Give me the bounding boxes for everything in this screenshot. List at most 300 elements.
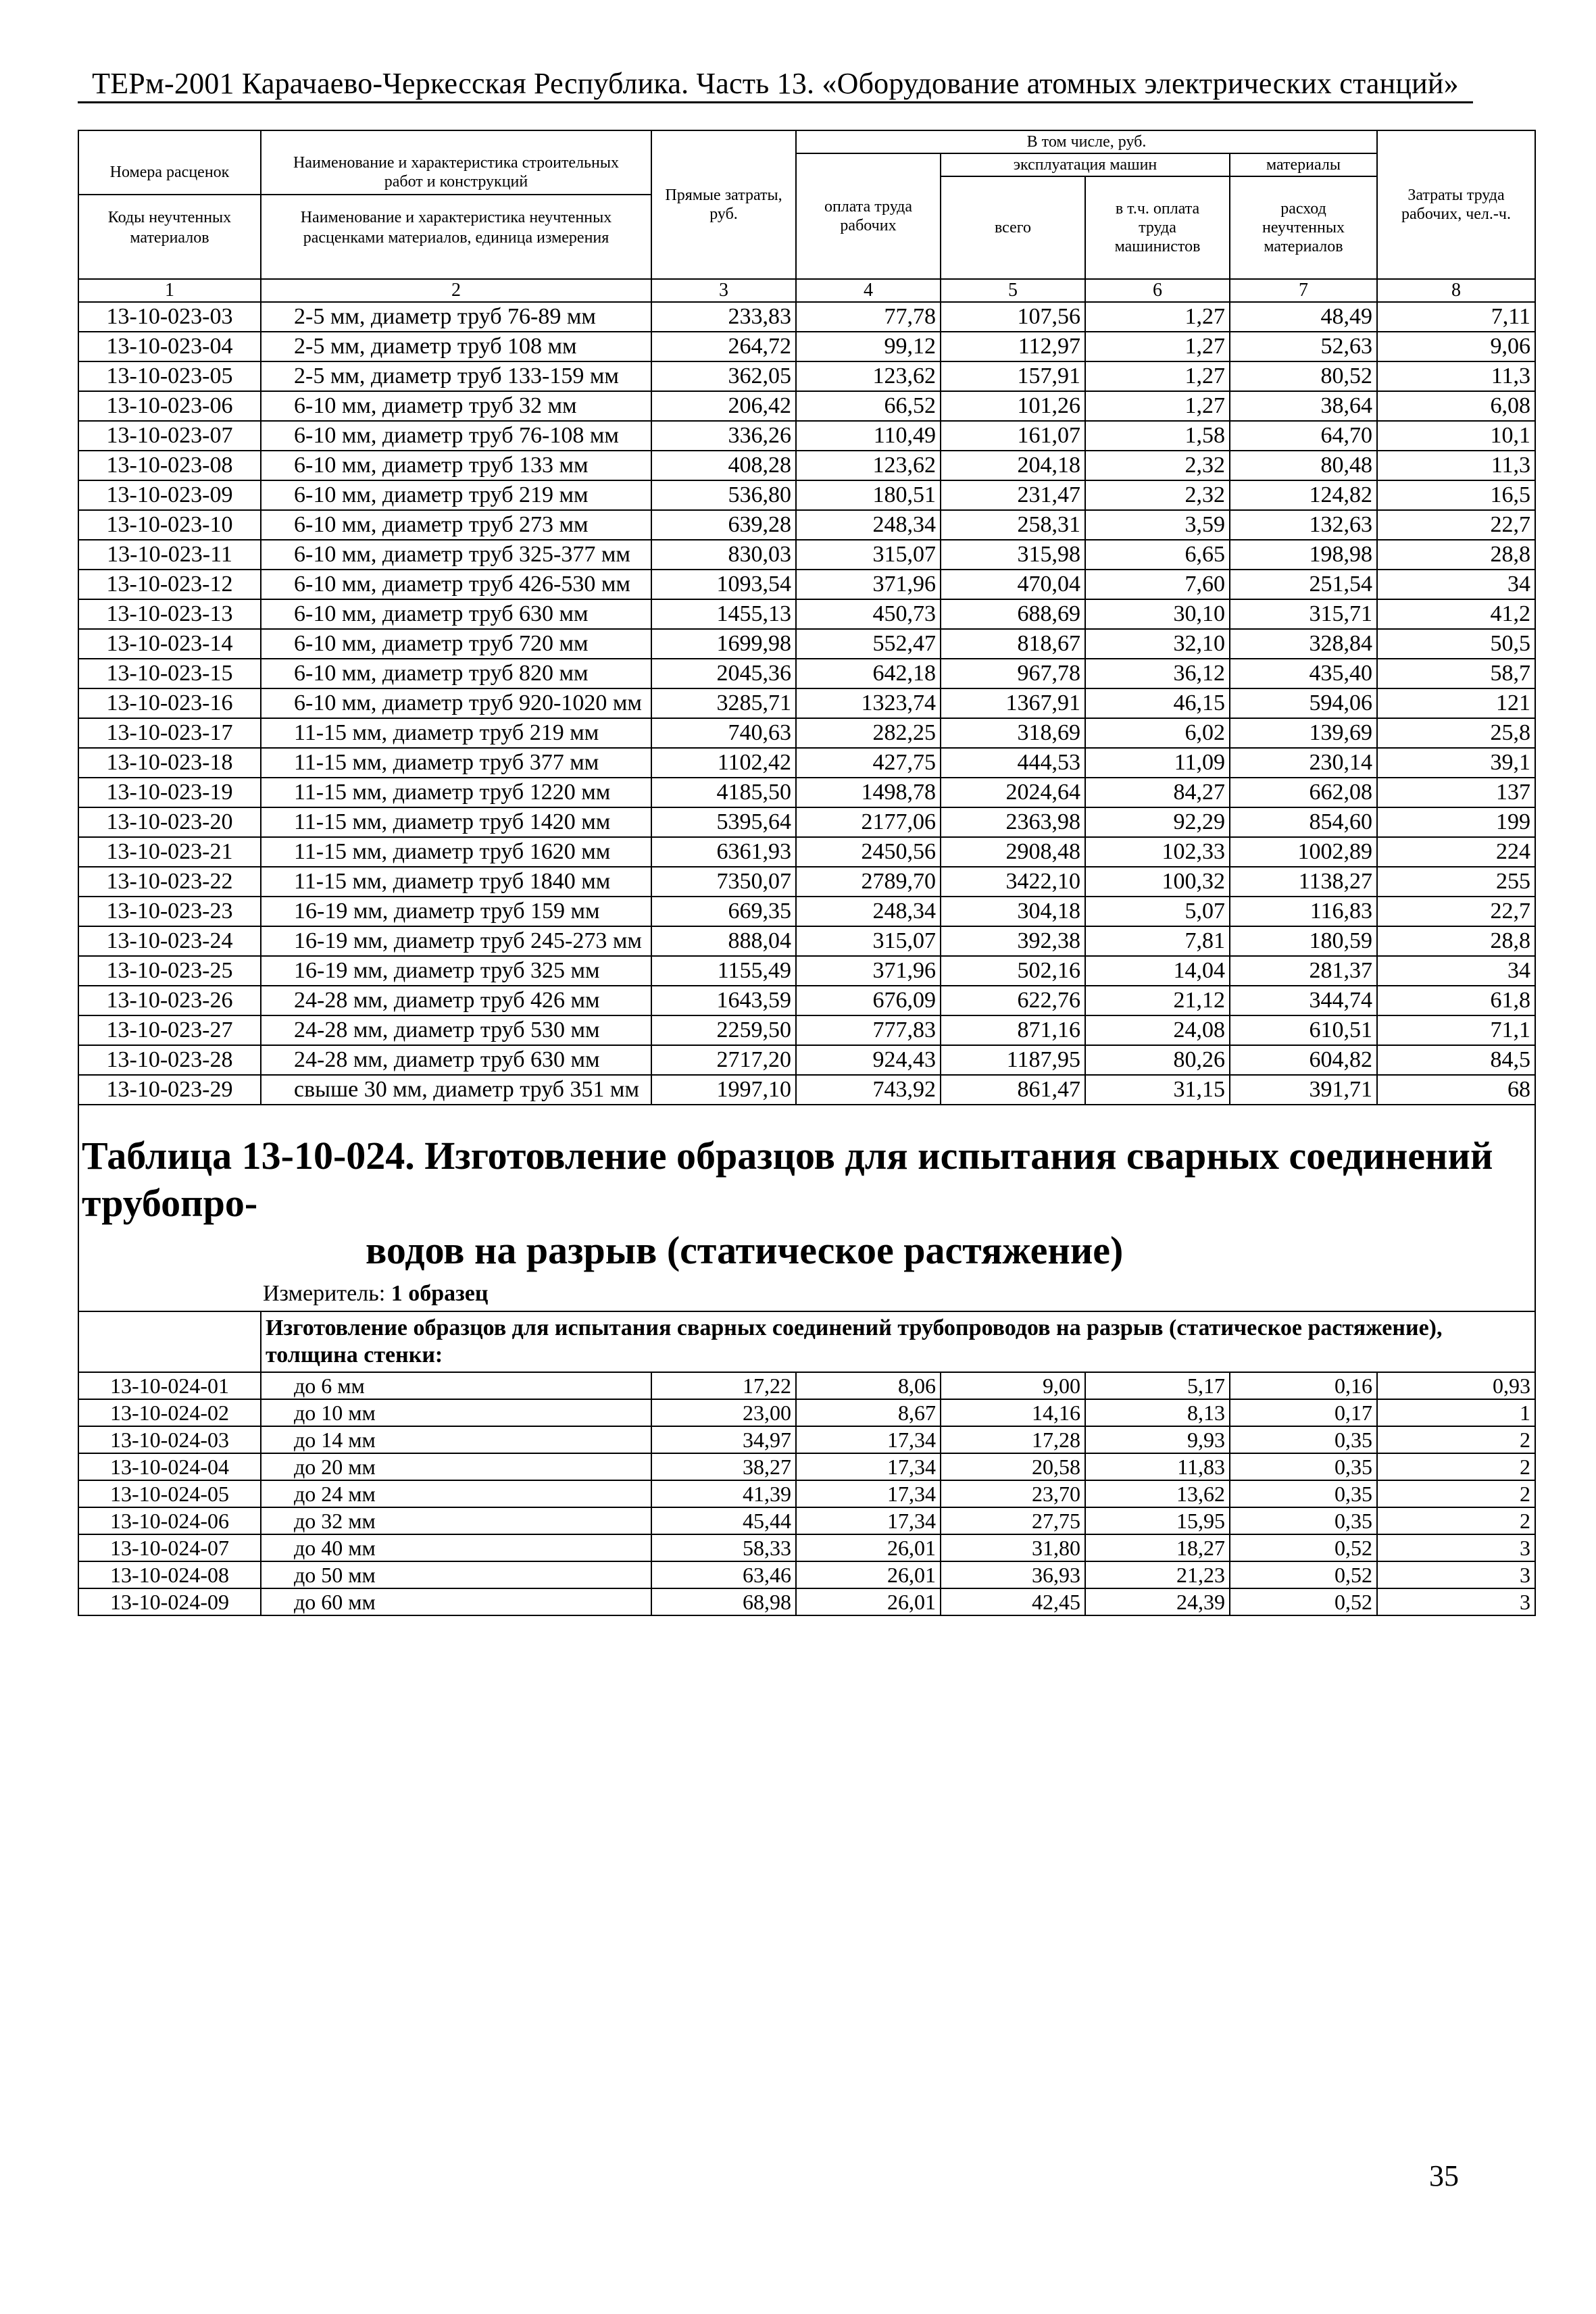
col-wage-header: оплата труда рабочих [796,153,941,279]
col-labor-header: Затраты труда рабочих, чел.-ч. [1377,130,1535,279]
material-costs: 344,74 [1230,986,1377,1015]
machine-total: 31,80 [941,1534,1085,1561]
rate-code: 13-10-023-21 [78,837,261,867]
wage-costs: 676,09 [796,986,941,1015]
direct-costs: 58,33 [651,1534,796,1561]
work-name: 6-10 мм, диаметр труб 133 мм [261,451,651,480]
machine-total: 36,93 [941,1561,1085,1588]
machine-total: 470,04 [941,570,1085,599]
material-costs: 0,35 [1230,1480,1377,1507]
labor-hours: 25,8 [1377,718,1535,748]
table-row [78,688,1535,718]
labor-hours: 28,8 [1377,926,1535,956]
material-costs: 139,69 [1230,718,1377,748]
material-costs: 132,63 [1230,510,1377,540]
rate-code: 13-10-023-10 [78,510,261,540]
wage-costs: 77,78 [796,302,941,332]
rate-code: 13-10-023-14 [78,629,261,659]
machine-total: 502,16 [941,956,1085,986]
machine-total: 1187,95 [941,1045,1085,1075]
colnum: 2 [261,279,651,302]
col-direct-header: Прямые затраты, руб. [651,130,796,279]
material-costs: 80,48 [1230,451,1377,480]
table2-title-block [78,1105,1535,1311]
material-costs: 0,35 [1230,1507,1377,1534]
labor-hours: 6,08 [1377,391,1535,421]
rate-code: 13-10-023-07 [78,421,261,451]
rate-code: 13-10-023-18 [78,748,261,778]
rate-code: 13-10-023-05 [78,361,261,391]
operator-wage: 92,29 [1085,807,1230,837]
material-costs: 0,16 [1230,1372,1377,1399]
labor-hours: 2 [1377,1507,1535,1534]
machine-total: 204,18 [941,451,1085,480]
wage-costs: 123,62 [796,451,941,480]
operator-wage: 7,81 [1085,926,1230,956]
operator-wage: 31,15 [1085,1075,1230,1105]
wage-costs: 315,07 [796,540,941,570]
table-row [78,361,1535,391]
material-costs: 64,70 [1230,421,1377,451]
rate-code: 13-10-023-17 [78,718,261,748]
direct-costs: 740,63 [651,718,796,748]
work-name: 11-15 мм, диаметр труб 377 мм [261,748,651,778]
direct-costs: 206,42 [651,391,796,421]
operator-wage: 2,32 [1085,480,1230,510]
work-name: свыше 30 мм, диаметр труб 351 мм [261,1075,651,1105]
labor-hours: 255 [1377,867,1535,897]
operator-wage: 14,04 [1085,956,1230,986]
machine-total: 107,56 [941,302,1085,332]
direct-costs: 264,72 [651,332,796,361]
direct-costs: 7350,07 [651,867,796,897]
work-name: 6-10 мм, диаметр труб 426-530 мм [261,570,651,599]
wage-costs: 26,01 [796,1561,941,1588]
machine-total: 14,16 [941,1399,1085,1426]
table-row [78,1015,1535,1045]
rate-code: 13-10-024-03 [78,1426,261,1453]
work-name: 6-10 мм, диаметр труб 76-108 мм [261,421,651,451]
direct-costs: 5395,64 [651,807,796,837]
work-name: до 50 мм [261,1561,651,1588]
machine-total: 101,26 [941,391,1085,421]
direct-costs: 4185,50 [651,778,796,807]
labor-hours: 84,5 [1377,1045,1535,1075]
direct-costs: 38,27 [651,1453,796,1480]
wage-costs: 17,34 [796,1426,941,1453]
rate-code: 13-10-023-16 [78,688,261,718]
rate-code: 13-10-024-06 [78,1507,261,1534]
table-header [78,130,1535,279]
material-costs: 52,63 [1230,332,1377,361]
direct-costs: 23,00 [651,1399,796,1426]
work-name: 16-19 мм, диаметр труб 159 мм [261,897,651,926]
material-costs: 48,49 [1230,302,1377,332]
table-row [78,778,1535,807]
direct-costs: 68,98 [651,1588,796,1615]
rate-code: 13-10-023-25 [78,956,261,986]
table-row [78,302,1535,332]
work-name: 16-19 мм, диаметр труб 325 мм [261,956,651,986]
wage-costs: 924,43 [796,1045,941,1075]
direct-costs: 45,44 [651,1507,796,1534]
operator-wage: 5,17 [1085,1372,1230,1399]
table-row [78,926,1535,956]
table2-title: Таблица 13-10-024. Изготовление образцов для испытания сварных соединений трубопро- водов на разрыв (статическое растяжение) [82,1134,1493,1272]
machine-total: 20,58 [941,1453,1085,1480]
colnum: 7 [1230,279,1377,302]
machine-total: 1367,91 [941,688,1085,718]
labor-hours: 71,1 [1377,1015,1535,1045]
material-costs: 610,51 [1230,1015,1377,1045]
work-name: до 20 мм [261,1453,651,1480]
material-costs: 328,84 [1230,629,1377,659]
operator-wage: 1,27 [1085,332,1230,361]
labor-hours: 137 [1377,778,1535,807]
table-row [78,807,1535,837]
table-row [78,1426,1535,1453]
work-name: 2-5 мм, диаметр труб 133-159 мм [261,361,651,391]
wage-costs: 180,51 [796,480,941,510]
labor-hours: 11,3 [1377,361,1535,391]
direct-costs: 1093,54 [651,570,796,599]
operator-wage: 80,26 [1085,1045,1230,1075]
wage-costs: 110,49 [796,421,941,451]
work-name: 2-5 мм, диаметр труб 76-89 мм [261,302,651,332]
table-row [78,1480,1535,1507]
colnum: 6 [1085,279,1230,302]
rate-code: 13-10-024-07 [78,1534,261,1561]
material-costs: 1002,89 [1230,837,1377,867]
direct-costs: 2259,50 [651,1015,796,1045]
page-number: 35 [1429,2159,1459,2192]
material-costs: 391,71 [1230,1075,1377,1105]
rate-code: 13-10-024-09 [78,1588,261,1615]
table-row [78,391,1535,421]
direct-costs: 17,22 [651,1372,796,1399]
wage-costs: 26,01 [796,1534,941,1561]
table-row [78,332,1535,361]
direct-costs: 1699,98 [651,629,796,659]
work-name: до 40 мм [261,1534,651,1561]
labor-hours: 68 [1377,1075,1535,1105]
machine-total: 818,67 [941,629,1085,659]
work-name: до 60 мм [261,1588,651,1615]
col-machines-header: эксплуатация машин [941,153,1230,176]
rate-code: 13-10-023-19 [78,778,261,807]
operator-wage: 2,32 [1085,451,1230,480]
labor-hours: 58,7 [1377,659,1535,688]
material-costs: 662,08 [1230,778,1377,807]
labor-hours: 50,5 [1377,629,1535,659]
table-row [78,748,1535,778]
machine-total: 112,97 [941,332,1085,361]
labor-hours: 0,93 [1377,1372,1535,1399]
material-costs: 230,14 [1230,748,1377,778]
machine-total: 231,47 [941,480,1085,510]
wage-costs: 17,34 [796,1507,941,1534]
operator-wage: 7,60 [1085,570,1230,599]
work-name: до 6 мм [261,1372,651,1399]
rate-code: 13-10-023-09 [78,480,261,510]
material-costs: 0,35 [1230,1453,1377,1480]
machine-total: 9,00 [941,1372,1085,1399]
direct-costs: 830,03 [651,540,796,570]
machine-total: 23,70 [941,1480,1085,1507]
table-row [78,837,1535,867]
work-name: 24-28 мм, диаметр труб 426 мм [261,986,651,1015]
table-row [78,510,1535,540]
table-row [78,1372,1535,1399]
wage-costs: 17,34 [796,1453,941,1480]
labor-hours: 61,8 [1377,986,1535,1015]
machine-total: 2363,98 [941,807,1085,837]
work-name: до 14 мм [261,1426,651,1453]
direct-costs: 536,80 [651,480,796,510]
work-name: 6-10 мм, диаметр труб 820 мм [261,659,651,688]
table-row [78,659,1535,688]
operator-wage: 21,23 [1085,1561,1230,1588]
colnum: 8 [1377,279,1535,302]
labor-hours: 2 [1377,1480,1535,1507]
operator-wage: 1,27 [1085,361,1230,391]
wage-costs: 2177,06 [796,807,941,837]
table-row [78,1588,1535,1615]
table-row [78,570,1535,599]
direct-costs: 41,39 [651,1480,796,1507]
wage-costs: 8,67 [796,1399,941,1426]
material-costs: 315,71 [1230,599,1377,629]
machine-total: 27,75 [941,1507,1085,1534]
direct-costs: 1102,42 [651,748,796,778]
labor-hours: 11,3 [1377,451,1535,480]
operator-wage: 3,59 [1085,510,1230,540]
direct-costs: 639,28 [651,510,796,540]
labor-hours: 224 [1377,837,1535,867]
work-name: до 24 мм [261,1480,651,1507]
material-costs: 0,17 [1230,1399,1377,1426]
table-row [78,986,1535,1015]
rate-code: 13-10-023-20 [78,807,261,837]
work-name: 2-5 мм, диаметр труб 108 мм [261,332,651,361]
operator-wage: 11,83 [1085,1453,1230,1480]
labor-hours: 7,11 [1377,302,1535,332]
direct-costs: 1455,13 [651,599,796,629]
machine-total: 871,16 [941,1015,1085,1045]
wage-costs: 552,47 [796,629,941,659]
operator-wage: 18,27 [1085,1534,1230,1561]
rate-code: 13-10-024-05 [78,1480,261,1507]
operator-wage: 1,27 [1085,302,1230,332]
rate-code: 13-10-023-11 [78,540,261,570]
table-row [78,1045,1535,1075]
material-costs: 198,98 [1230,540,1377,570]
direct-costs: 34,97 [651,1426,796,1453]
rate-code: 13-10-023-27 [78,1015,261,1045]
material-costs: 435,40 [1230,659,1377,688]
col-materials-header: расход неучтенных материалов [1230,176,1377,279]
operator-wage: 13,62 [1085,1480,1230,1507]
wage-costs: 2450,56 [796,837,941,867]
material-costs: 854,60 [1230,807,1377,837]
machine-total: 967,78 [941,659,1085,688]
direct-costs: 1997,10 [651,1075,796,1105]
labor-hours: 3 [1377,1588,1535,1615]
operator-wage: 24,08 [1085,1015,1230,1045]
wage-costs: 248,34 [796,897,941,926]
table2-description-block [78,1311,1535,1372]
wage-costs: 427,75 [796,748,941,778]
labor-hours: 22,7 [1377,897,1535,926]
machine-total: 304,18 [941,897,1085,926]
machine-total: 622,76 [941,986,1085,1015]
material-costs: 0,52 [1230,1534,1377,1561]
rate-code: 13-10-023-06 [78,391,261,421]
operator-wage: 32,10 [1085,629,1230,659]
rate-code: 13-10-023-03 [78,302,261,332]
colnum: 4 [796,279,941,302]
labor-hours: 121 [1377,688,1535,718]
operator-wage: 24,39 [1085,1588,1230,1615]
colnum: 1 [78,279,261,302]
direct-costs: 408,28 [651,451,796,480]
operator-wage: 9,93 [1085,1426,1230,1453]
operator-wage: 84,27 [1085,778,1230,807]
table-row [78,540,1535,570]
machine-total: 258,31 [941,510,1085,540]
machine-total: 688,69 [941,599,1085,629]
work-name: 6-10 мм, диаметр труб 720 мм [261,629,651,659]
work-name: 11-15 мм, диаметр труб 219 мм [261,718,651,748]
direct-costs: 336,26 [651,421,796,451]
labor-hours: 9,06 [1377,332,1535,361]
work-name: 11-15 мм, диаметр труб 1840 мм [261,867,651,897]
labor-hours: 28,8 [1377,540,1535,570]
work-name: 11-15 мм, диаметр труб 1420 мм [261,807,651,837]
rate-code: 13-10-023-13 [78,599,261,629]
direct-costs: 362,05 [651,361,796,391]
rows-13-10-023 [78,302,1535,1105]
rate-code: 13-10-023-24 [78,926,261,956]
labor-hours: 3 [1377,1534,1535,1561]
work-name: 6-10 мм, диаметр труб 32 мм [261,391,651,421]
wage-costs: 17,34 [796,1480,941,1507]
table-row [78,1399,1535,1426]
wage-costs: 8,06 [796,1372,941,1399]
table-row [78,480,1535,510]
table2-meter: Измеритель: 1 образец [263,1281,489,1306]
labor-hours: 2 [1377,1453,1535,1480]
operator-wage: 6,02 [1085,718,1230,748]
material-costs: 604,82 [1230,1045,1377,1075]
material-costs: 180,59 [1230,926,1377,956]
machine-total: 2024,64 [941,778,1085,807]
direct-costs: 3285,71 [651,688,796,718]
table-row [78,599,1535,629]
rates-table [78,130,1536,1616]
operator-wage: 1,27 [1085,391,1230,421]
direct-costs: 233,83 [651,302,796,332]
wage-costs: 2789,70 [796,867,941,897]
operator-wage: 36,12 [1085,659,1230,688]
work-name: 6-10 мм, диаметр труб 630 мм [261,599,651,629]
colnum: 3 [651,279,796,302]
operator-wage: 1,58 [1085,421,1230,451]
work-name: 6-10 мм, диаметр труб 325-377 мм [261,540,651,570]
table-row [78,718,1535,748]
material-costs: 80,52 [1230,361,1377,391]
machine-total: 161,07 [941,421,1085,451]
labor-hours: 199 [1377,807,1535,837]
machine-total: 2908,48 [941,837,1085,867]
rate-code: 13-10-023-29 [78,1075,261,1105]
col-operators-header: в т.ч. оплата труда машинистов [1085,176,1230,279]
wage-costs: 371,96 [796,570,941,599]
machine-total: 17,28 [941,1426,1085,1453]
col-total-header: всего [941,176,1085,279]
labor-hours: 34 [1377,956,1535,986]
machine-total: 157,91 [941,361,1085,391]
direct-costs: 888,04 [651,926,796,956]
wage-costs: 315,07 [796,926,941,956]
rate-code: 13-10-024-02 [78,1399,261,1426]
labor-hours: 16,5 [1377,480,1535,510]
rate-code: 13-10-023-04 [78,332,261,361]
material-costs: 251,54 [1230,570,1377,599]
col-name-header: Наименование и характеристика строительных работ и конструкций Наименование и характеристика неучтенных расценками материалов, единица измерения [261,130,651,279]
labor-hours: 41,2 [1377,599,1535,629]
machine-total: 3422,10 [941,867,1085,897]
labor-hours: 1 [1377,1399,1535,1426]
labor-hours: 3 [1377,1561,1535,1588]
header-rule [78,101,1473,103]
labor-hours: 34 [1377,570,1535,599]
work-name: 6-10 мм, диаметр труб 920-1020 мм [261,688,651,718]
wage-costs: 450,73 [796,599,941,629]
table-row [78,897,1535,926]
wage-costs: 282,25 [796,718,941,748]
material-costs: 0,35 [1230,1426,1377,1453]
table-row [78,629,1535,659]
direct-costs: 63,46 [651,1561,796,1588]
machine-total: 42,45 [941,1588,1085,1615]
col-materials-group-header: материалы [1230,153,1377,176]
wage-costs: 26,01 [796,1588,941,1615]
operator-wage: 46,15 [1085,688,1230,718]
labor-hours: 2 [1377,1426,1535,1453]
rate-code: 13-10-024-01 [78,1372,261,1399]
operator-wage: 30,10 [1085,599,1230,629]
work-name: 11-15 мм, диаметр труб 1220 мм [261,778,651,807]
direct-costs: 2045,36 [651,659,796,688]
wage-costs: 777,83 [796,1015,941,1045]
wage-costs: 1323,74 [796,688,941,718]
operator-wage: 15,95 [1085,1507,1230,1534]
material-costs: 281,37 [1230,956,1377,986]
labor-hours: 10,1 [1377,421,1535,451]
wage-costs: 371,96 [796,956,941,986]
operator-wage: 100,32 [1085,867,1230,897]
operator-wage: 102,33 [1085,837,1230,867]
rate-code: 13-10-023-15 [78,659,261,688]
machine-total: 444,53 [941,748,1085,778]
wage-costs: 99,12 [796,332,941,361]
rows-13-10-024 [78,1372,1535,1615]
material-costs: 0,52 [1230,1561,1377,1588]
rate-code: 13-10-023-26 [78,986,261,1015]
work-name: 16-19 мм, диаметр труб 245-273 мм [261,926,651,956]
machine-total: 392,38 [941,926,1085,956]
